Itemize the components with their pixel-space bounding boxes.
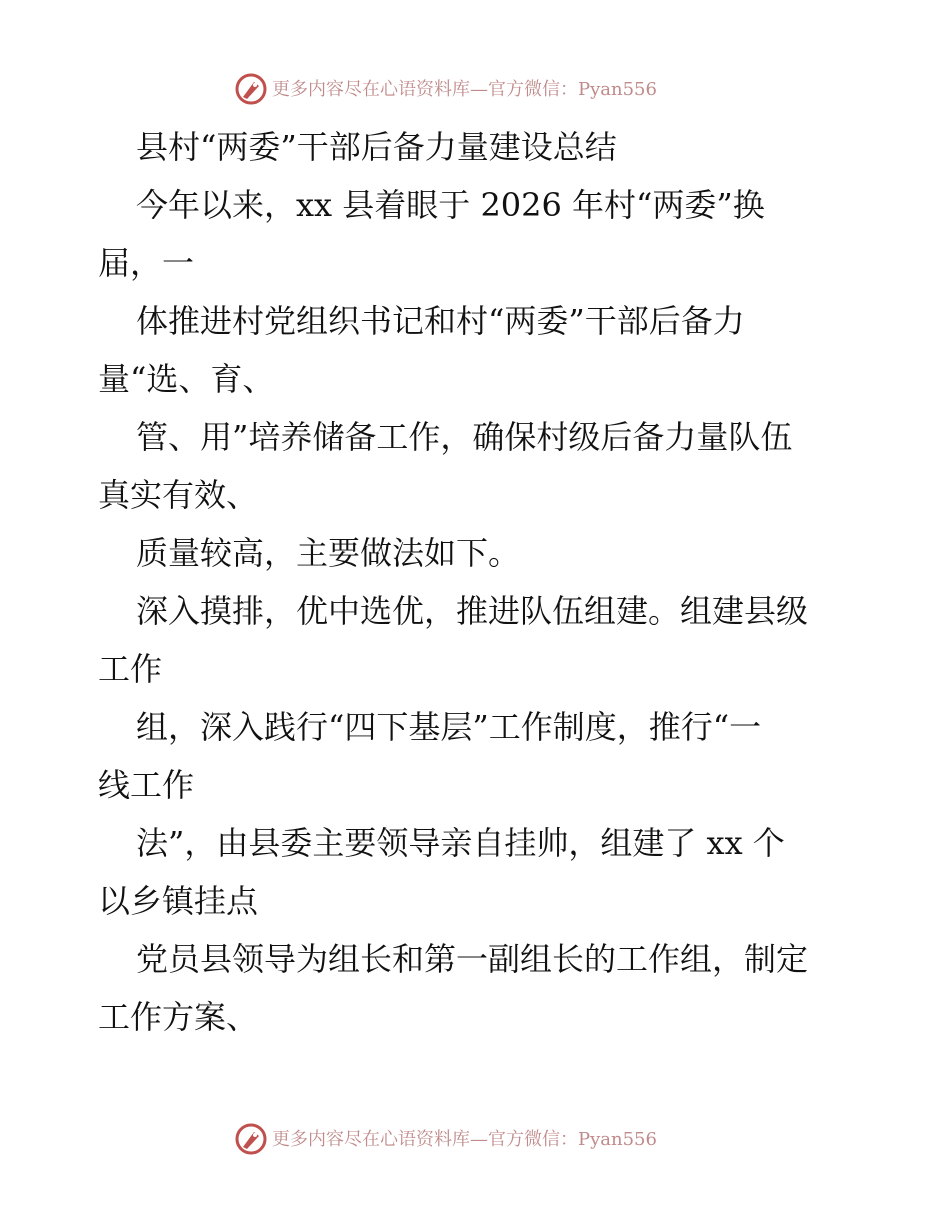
paragraph-line: 管、用”培养储备工作，确保村级后备力量队伍 [136,418,793,456]
watermark-text: 更多内容尽在心语资料库—官方微信：Pyan556 [272,79,657,100]
paragraph-line: 党员县领导为组长和第一副组长的工作组，制定 [136,940,809,978]
paragraph-line: 工作 [98,650,163,688]
paragraph-line: 法”，由县委主要领导亲自挂帅，组建了 xx 个 [136,824,785,862]
document-body [98,118,858,1046]
pen-nib-circle-logo-icon [234,1122,268,1156]
document-title: 县村“两委”干部后备力量建设总结 [136,128,617,166]
paragraph-line: 以乡镇挂点 [98,882,259,920]
paragraph-line: 真实有效、 [98,476,259,514]
pen-nib-circle-logo-icon [234,72,268,106]
paragraph-line: 量“选、育、 [98,360,275,398]
watermark-header [0,70,950,110]
paragraph-line: 质量较高，主要做法如下。 [136,534,521,572]
paragraph-line: 今年以来，xx 县着眼于 2026 年村“两委”换 [136,186,765,224]
paragraph-line: 体推进村党组织书记和村“两委”干部后备力 [136,302,745,340]
paragraph-line: 届，一 [98,244,195,282]
paragraph-line: 组，深入践行“四下基层”工作制度，推行“一 [136,708,762,746]
paragraph-line: 线工作 [98,766,195,804]
watermark-footer [0,1120,950,1160]
paragraph-line: 工作方案、 [98,998,259,1036]
paragraph-line: 深入摸排，优中选优，推进队伍组建。组建县级 [136,592,809,630]
watermark-text: 更多内容尽在心语资料库—官方微信：Pyan556 [272,1129,657,1150]
